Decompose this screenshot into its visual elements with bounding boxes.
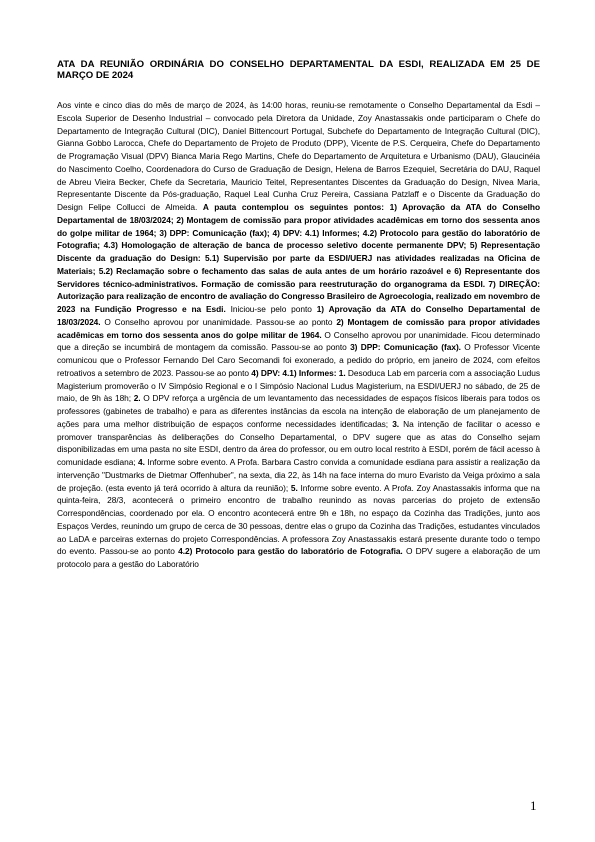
text-run: O Conselho aprovou por unanimidade. Ficou determinado que a direção se incumbirá de montagem da comissão. Passou-se ao ponto [57,329,540,353]
text-run: Iniciou-se pelo ponto [225,304,317,314]
text-run: Informe sobre evento. A Profa. Barbara Castro convida a comunidade esdiana para assistir a realização da intervenção "Dustmarks de Dietmar Offenhuber", na sexta, dia 22, às 14h na face interna do muro Evaristo da Veiga próximo a sala de projeção. (esta evento já terá ocorrido à altura da reunião); [57,457,540,493]
text-run: O Conselho aprovou por unanimidade. Passou-se ao ponto [100,316,337,327]
text-run: O DPV sugere a elaboração de um protocolo para a gestão do Laboratório [57,546,541,569]
bold-text-run: 4.2) Protocolo para gestão do laboratório de Fotografia. [178,546,403,557]
text-run: O Professor Vicente comunicou que o Professor Fernando Del Caro Secomandi foi exonerado, a pedido do próprio, em janeiro de 2024, com efeitos retroativos a setembro de 2023. Passou-se ao ponto [57,342,540,378]
text-run: O DPV reforça a urgência de um levantamento das necessidades de espaços físicos liberais para todos os professores (gabinetes de trabalho) e para as diferentes instâncias da escola na intenção de elaboração de um planejamento de ações para uma melhor distribuição de espaços conforme necessidades identificadas; [57,393,540,429]
minutes-body-paragraph [57,99,540,571]
text-run: Informe sobre evento. A Profa. Zoy Anastassakis informa que na quinta-feira, 28/3, acontecerá o primeiro encontro de trabalho reunindo as novas parcerias do projeto de extensão Correspondências, coordenado por ela. O encontro acontecerá entre 9h e 18h, no espaço da Cozinha das Tradições, junto aos Espaços Verdes, reunindo um grupo de cerca de 30 pessoas, dentre elas o grupo da Cozinha das Tradições, estudantes vinculados ao LaDA e parceiras externas do projeto Correspondências. A professora Zoy Anastassakis estará presente durante todo o tempo do evento. Passou-se ao ponto [57,482,540,557]
bold-text-run: 4. [138,457,145,467]
text-run: Aos vinte e cinco dias do mês de março de 2024, às 14:00 horas, reuniu-se remotamente o Conselho Departamental da Esdi – Escola Superior de Desenho Industrial – convocado pela Diretora da Unidade, Zoy Anastassakis onde participaram o Chefe do Departamento de Integração Cultural (DIC), Daniel Bittencourt Portugal, Subchefe do Departamento de Integração Cultural (DIC), Gianna Gobbo Larocca, Chefe do Departamento de Projeto de Produto (DPP), Vicente de P.S. Cerqueira, Chefe do Departamento de Programação Visual (DPV) Bianca Maria Rego Martins, Chefe do Departamento de Arquitetura e Urbanismo (DAU), Glaucinéia do Nascimento Coelho, Coordenadora do Curso de Graduação de Design, Helena de Barros Ezequiel, Secretária do DAU, Raquel de Abreu Vieira Becker, Chefe da Secretaria, Mauricio Teitel, Representantes Discentes da Graduação do Design, Nivea Maria, Representante Discente da Pós-graduação, Raquel Leal Cunha Cruz Pereira, Cassiana Patzlaff e o Discente da Graduação do Design Felipe Collucci de Almeida. [57,100,540,212]
bold-text-run: 1) Aprovação da ATA do Conselho Departamental de 18/03/2024. [57,304,540,327]
bold-text-run: 4) DPV: 4.1) Informes: 1. [251,367,346,378]
bold-text-run: 3) DPP: Comunicação (fax). [350,342,461,353]
bold-text-run: 5. [290,482,298,493]
document-title: ATA DA REUNIÃO ORDINÁRIA DO CONSELHO DEPARTAMENTAL DA ESDI, REALIZADA EM 25 DE MARÇO DE 2024 [57,59,540,81]
bold-text-run: 2. [133,393,141,404]
bold-text-run: A pauta contemplou os seguintes pontos: 1) Aprovação da ATA do Conselho Departamental de 18/03/2024; 2) Montagem de comissão para propor atividades acadêmicas em torno dos sessenta anos do golpe militar de 1964; 3) DPP: Comunicação (fax); 4) DPV: 4.1) Informes; 4.2) Protocolo para gestão do laboratório de Fotografia; 4.3) Homologação de alteração de banca de processo seletivo docente permanente DPV; 5) Representação Discente da graduação do Design: 5.1) Supervisão por parte da ESDI/UERJ nas atividades realizadas na Oficina de Materiais; 5.2) Reclamação sobre o fechamento das salas de aula antes de um horário razoável e 6) Representante dos Servidores técnico-administrativos. Formação de comissão para reestruturação do organograma da ESDI. 7) DIREÇÃO: Autorização para realização de encontro de avaliação do Congresso Brasileiro de Agroecologia, realizado em novembro de 2023 na Fundição Progresso e na Esdi. [57,202,540,314]
text-run: Na intenção de facilitar o acesso e promover transparências às deliberações do Conselho Departamental, o DPV sugere que as atas do Conselho sejam disponibilizadas em uma pasta no site ESDI, dentro da área do professor, ou em outro local restrito à ESDI, porém de fácil acesso à comunidade esdiana; [57,418,540,467]
text-run: Desoduca Lab em parceria com a associação Ludus Magisterium promoverão o IV Simpósio Regional e o I Simpósio Nacional Ludus Magisterium, na ESDI/UERJ no sábado, de 25 de maio, de 9h às 18h; [57,367,540,404]
bold-text-run: 2) Montagem de comissão para propor atividades acadêmicas em torno dos sessenta anos do golpe militar de 1964. [57,316,540,340]
page-number: 1 [530,798,537,813]
bold-text-run: 3. [392,418,400,429]
